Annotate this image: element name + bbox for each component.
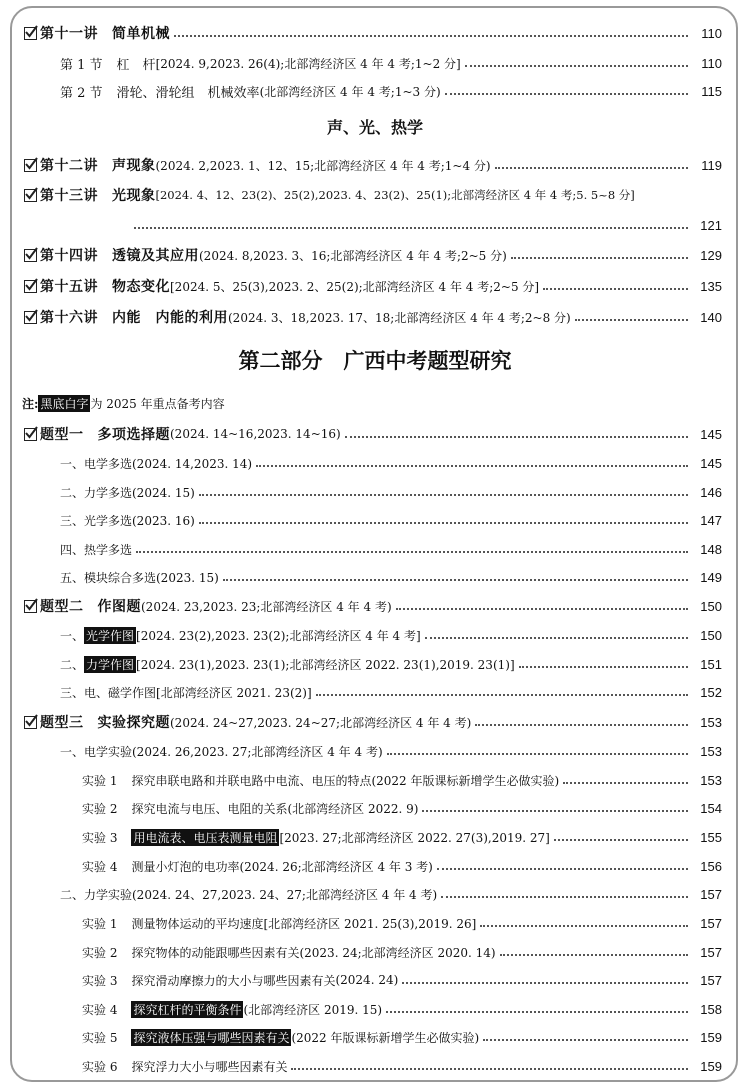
leader-dots <box>425 622 688 648</box>
experiment-note: (2024. 26;北部湾经济区 4 年 3 考) <box>239 859 433 874</box>
subentry-prefix: 三、电、磁学作图 <box>60 685 157 700</box>
chapter-title: 内能 内能的利用 <box>112 310 228 326</box>
leader-dots <box>437 853 688 879</box>
leader-dots <box>223 564 688 590</box>
experiment-title: 探究物体的动能跟哪些因素有关 <box>131 945 300 960</box>
section-heading-sound-light-heat: 声、光、热学 <box>326 118 423 137</box>
page-number: 129 <box>700 247 722 263</box>
legend-highlight-sample: 黑底白字 <box>40 396 89 411</box>
page-number: 153 <box>700 714 722 730</box>
chapter-title: 透镜及其应用 <box>112 248 199 264</box>
experiment-title: 测量物体运动的平均速度 <box>131 916 264 931</box>
experiment-label: 实验 2 <box>82 945 118 960</box>
toc-experiment[interactable] <box>0 853 750 879</box>
leader-dots <box>396 593 688 619</box>
leader-dots <box>475 709 688 735</box>
toc-experiment[interactable] <box>0 996 750 1022</box>
section-note: [2024. 9,2023. 26(4);北部湾经济区 4 年 4 考;1~2 分] <box>155 56 461 71</box>
legend-suffix: 为 2025 年重点备考内容 <box>90 396 225 411</box>
toc-subentry[interactable] <box>0 564 750 590</box>
type-title: 实验探究题 <box>97 715 170 731</box>
leader-dots <box>134 212 688 238</box>
toc-entry-ch13[interactable] <box>0 182 750 208</box>
experiment-note: [北部湾经济区 2021. 25(3),2019. 26] <box>263 916 477 931</box>
toc-entry-type1[interactable] <box>0 421 750 447</box>
leader-dots <box>136 536 688 562</box>
chapter-label: 第十五讲 <box>40 279 98 295</box>
page-number: 150 <box>700 598 722 614</box>
legend-note <box>0 390 750 416</box>
page-number: 146 <box>700 484 722 500</box>
toc-subentry[interactable] <box>0 507 750 533</box>
section-title: 滑轮、滑轮组 机械效率 <box>116 85 260 101</box>
experiment-note: (2024. 24) <box>335 973 399 987</box>
section-label: 第 2 节 <box>60 85 103 101</box>
leader-dots <box>441 881 688 907</box>
page-number: 151 <box>700 656 722 672</box>
toc-entry-ch12[interactable] <box>0 152 750 178</box>
chapter-title: 物态变化 <box>112 279 170 295</box>
leader-dots <box>174 20 688 46</box>
page-number: 145 <box>700 426 722 442</box>
chapter-title: 声现象 <box>112 158 156 174</box>
subentry-prefix: 一、 <box>60 628 85 643</box>
page-number: 149 <box>700 569 722 585</box>
page-number: 158 <box>700 1001 722 1017</box>
subentry-title: 一、电学实验(2024. 26,2023. 27;北部湾经济区 4 年 4 考) <box>60 744 383 759</box>
experiment-note: (2023. 24;北部湾经济区 2020. 14) <box>299 945 496 960</box>
page-number: 153 <box>700 772 722 788</box>
chapter-label: 第十一讲 <box>40 26 98 42</box>
leader-dots <box>291 1053 688 1079</box>
page-number: 152 <box>700 684 722 700</box>
toc-entry-ch13-continued[interactable] <box>0 212 750 238</box>
leader-dots <box>511 242 688 268</box>
page-number: 154 <box>700 800 722 816</box>
chapter-note: [2024. 4、12、23(2)、25(2),2023. 4、23(2)、25(1);北部湾经济区 4 年 4 考;5. 5~8 分] <box>155 188 635 202</box>
page-number: 119 <box>701 157 722 173</box>
experiment-highlight: 探究杠杆的平衡条件 <box>133 1002 242 1017</box>
chapter-label: 第十二讲 <box>40 158 98 174</box>
experiment-title: 探究滑动摩擦力的大小与哪些因素有关 <box>131 973 336 988</box>
toc-entry-sec2[interactable] <box>0 78 750 104</box>
experiment-label: 实验 6 <box>82 1059 118 1074</box>
leader-dots <box>554 824 688 850</box>
toc-subentry[interactable] <box>0 479 750 505</box>
page-number: 155 <box>700 829 722 845</box>
section-label: 第 1 节 <box>60 57 103 73</box>
chapter-title: 光现象 <box>112 188 156 204</box>
part-two-heading: 第二部分 广西中考题型研究 <box>238 348 512 373</box>
subentry-title: 三、光学多选(2023. 16) <box>60 513 195 528</box>
chapter-label: 第十六讲 <box>40 310 98 326</box>
experiment-label: 实验 1 <box>82 916 118 931</box>
toc-entry-ch16[interactable] <box>0 304 750 330</box>
page-number: 121 <box>700 217 722 233</box>
type-note: (2024. 24~27,2023. 24~27;北部湾经济区 4 年 4 考) <box>170 715 472 730</box>
type-label: 题型三 <box>40 715 84 731</box>
type-title: 多项选择题 <box>97 427 170 443</box>
subentry-highlight: 力学作图 <box>86 657 135 672</box>
subentry-title: 五、模块综合多选(2023. 15) <box>60 570 219 585</box>
leader-dots <box>575 304 688 330</box>
experiment-note: (2022 年版课标新增学生必做实验) <box>291 1030 480 1045</box>
toc-subentry[interactable] <box>0 651 750 677</box>
experiment-note: (北部湾经济区 2019. 15) <box>243 1002 383 1017</box>
toc-subentry[interactable] <box>0 622 750 648</box>
toc-subentry[interactable] <box>0 679 750 705</box>
leader-dots <box>387 738 688 764</box>
leader-dots <box>402 967 688 993</box>
toc-entry-ch11[interactable] <box>0 20 750 46</box>
experiment-label: 实验 3 <box>82 973 118 988</box>
leader-dots <box>480 910 688 936</box>
chapter-note: (2024. 3、18,2023. 17、18;北部湾经济区 4 年 4 考;2~8 分) <box>228 310 571 325</box>
experiment-title: 探究电流与电压、电阻的关系 <box>131 801 288 816</box>
experiment-title: 探究串联电路和并联电路中电流、电压的特点 <box>131 773 372 788</box>
chapter-note: (2024. 8,2023. 3、16;北部湾经济区 4 年 4 考;2~5 分) <box>199 248 507 263</box>
subentry-note: [2024. 23(1),2023. 23(1);北部湾经济区 2022. 23(1),2019. 23(1)] <box>136 657 515 672</box>
leader-dots <box>422 795 688 821</box>
leader-dots <box>519 651 688 677</box>
toc-experiment[interactable] <box>0 939 750 965</box>
page-number: 145 <box>700 455 722 471</box>
toc-subentry[interactable] <box>0 738 750 764</box>
page-number: 148 <box>700 541 722 557</box>
toc-entry-ch15[interactable] <box>0 273 750 299</box>
chapter-note: (2024. 2,2023. 1、12、15;北部湾经济区 4 年 4 考;1~4 分) <box>155 158 491 173</box>
experiment-note: (北部湾经济区 2022. 9) <box>287 801 419 816</box>
section-note: (北部湾经济区 4 年 4 考;1~3 分) <box>259 84 441 99</box>
toc-entry-sec1[interactable] <box>0 50 750 76</box>
checkbox-icon <box>24 311 37 324</box>
subentry-prefix: 二、 <box>60 657 85 672</box>
page-number: 157 <box>700 915 722 931</box>
leader-dots <box>543 273 688 299</box>
type-note: (2024. 23,2023. 23;北部湾经济区 4 年 4 考) <box>141 599 392 614</box>
checkbox-icon <box>24 189 37 202</box>
checkbox-icon <box>24 249 37 262</box>
checkbox-icon <box>24 27 37 40</box>
toc-subentry[interactable] <box>0 536 750 562</box>
page-number: 135 <box>700 278 722 294</box>
experiment-title: 测量小灯泡的电功率 <box>131 859 240 874</box>
experiment-label: 实验 4 <box>82 859 118 874</box>
checkbox-icon <box>24 600 37 613</box>
toc-entry-ch14[interactable] <box>0 242 750 268</box>
chapter-title: 简单机械 <box>112 26 170 42</box>
toc-subentry[interactable] <box>0 881 750 907</box>
experiment-highlight: 探究液体压强与哪些因素有关 <box>133 1030 290 1045</box>
subentry-title: 四、热学多选 <box>60 542 133 557</box>
experiment-label: 实验 2 <box>82 801 118 816</box>
leader-dots <box>316 679 688 705</box>
toc-entry-type3[interactable] <box>0 709 750 735</box>
leader-dots <box>445 78 688 104</box>
page-number: 153 <box>700 743 722 759</box>
type-label: 题型一 <box>40 427 84 443</box>
experiment-title: 探究浮力大小与哪些因素有关 <box>131 1059 288 1074</box>
toc-experiment[interactable] <box>0 967 750 993</box>
leader-dots <box>199 507 688 533</box>
toc-experiment[interactable] <box>0 1024 750 1050</box>
leader-dots <box>465 50 688 76</box>
type-title: 作图题 <box>97 599 141 615</box>
chapter-label: 第十三讲 <box>40 188 98 204</box>
leader-dots <box>563 767 688 793</box>
leader-dots <box>386 996 688 1022</box>
checkbox-icon <box>24 716 37 729</box>
subentry-note: [2024. 23(2),2023. 23(2);北部湾经济区 4 年 4 考] <box>136 628 421 643</box>
toc-subentry[interactable] <box>0 450 750 476</box>
checkbox-icon <box>24 428 37 441</box>
checkbox-icon <box>24 159 37 172</box>
experiment-highlight: 用电流表、电压表测量电阻 <box>133 830 278 845</box>
leader-dots <box>256 450 688 476</box>
page-number: 156 <box>700 858 722 874</box>
page-number: 159 <box>700 1058 722 1074</box>
page-number: 110 <box>701 25 722 41</box>
leader-dots <box>483 1024 688 1050</box>
experiment-label: 实验 1 <box>82 773 118 788</box>
subentry-title: 一、电学多选(2024. 14,2023. 14) <box>60 456 253 471</box>
type-label: 题型二 <box>40 599 84 615</box>
leader-dots <box>345 421 688 447</box>
page-number: 157 <box>700 886 722 902</box>
subentry-title: 二、力学多选(2024. 15) <box>60 485 195 500</box>
checkbox-icon <box>24 280 37 293</box>
toc-experiment[interactable] <box>0 795 750 821</box>
page-number: 147 <box>700 512 722 528</box>
toc-entry-type2[interactable] <box>0 593 750 619</box>
subentry-highlight: 光学作图 <box>86 628 135 643</box>
page-number: 157 <box>700 944 722 960</box>
chapter-label: 第十四讲 <box>40 248 98 264</box>
section-title: 杠 杆 <box>116 57 156 73</box>
type-note: (2024. 14~16,2023. 14~16) <box>170 427 341 441</box>
experiment-label: 实验 4 <box>82 1002 118 1017</box>
experiment-label: 实验 3 <box>82 830 118 845</box>
toc-experiment[interactable] <box>0 767 750 793</box>
toc-experiment[interactable] <box>0 910 750 936</box>
page-number: 159 <box>700 1029 722 1045</box>
page-number: 115 <box>701 83 722 99</box>
legend-prefix: 注: <box>22 396 39 411</box>
subentry-title: 二、力学实验(2024. 24、27,2023. 24、27;北部湾经济区 4 年 4 考) <box>60 887 438 902</box>
leader-dots <box>199 479 688 505</box>
subentry-note: [北部湾经济区 2021. 23(2)] <box>156 685 312 700</box>
toc-experiment[interactable] <box>0 1053 750 1079</box>
experiment-label: 实验 5 <box>82 1030 118 1045</box>
page-number: 150 <box>700 627 722 643</box>
page-number: 140 <box>700 309 722 325</box>
leader-dots <box>495 152 688 178</box>
page-number: 110 <box>701 55 722 71</box>
experiment-note: [2023. 27;北部湾经济区 2022. 27(3),2019. 27] <box>279 830 550 845</box>
experiment-note: (2022 年版课标新增学生必做实验) <box>371 773 560 788</box>
page-number: 157 <box>700 972 722 988</box>
leader-dots <box>500 939 688 965</box>
chapter-note: [2024. 5、25(3),2023. 2、25(2);北部湾经济区 4 年 4 考;2~5 分] <box>170 279 540 294</box>
toc-experiment[interactable] <box>0 824 750 850</box>
